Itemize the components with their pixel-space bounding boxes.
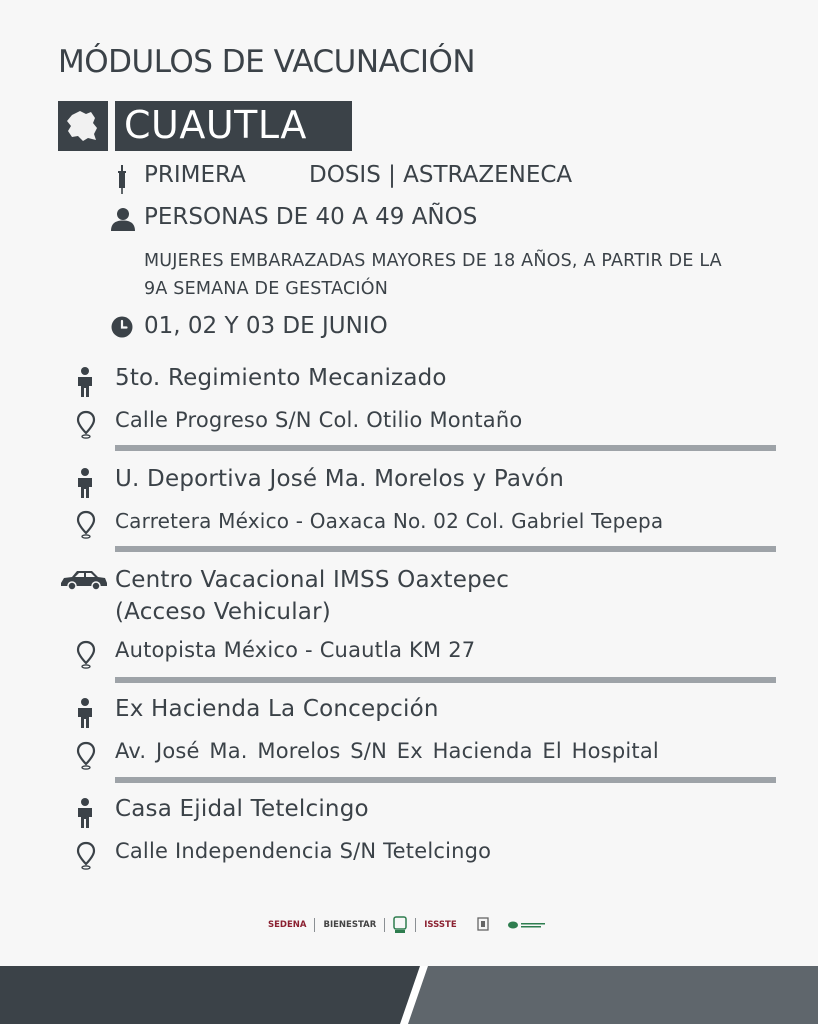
site-address: Av. José Ma. Morelos S/N Ex Hacienda El Hospital — [115, 739, 659, 763]
pregnant-criteria-line2: 9A SEMANA DE GESTACIÓN — [144, 279, 388, 299]
vaccination-dates: 01, 02 Y 03 DE JUNIO — [144, 313, 388, 339]
dose-label-vaccine: DOSIS | ASTRAZENECA — [309, 162, 573, 188]
location-pin-icon — [76, 510, 96, 540]
person-icon — [75, 798, 95, 828]
page-title: MÓDULOS DE VACUNACIÓN — [58, 44, 476, 80]
city-name: CUAUTLA — [124, 103, 307, 147]
site-address: Calle Progreso S/N Col. Otilio Montaño — [115, 408, 523, 432]
leaf-logo-icon — [507, 919, 547, 931]
user-icon — [110, 207, 136, 231]
pregnant-criteria-line1: MUJERES EMBARAZADAS MAYORES DE 18 AÑOS, A PARTIR DE LA — [144, 251, 722, 271]
person-icon — [75, 367, 95, 397]
clock-icon — [111, 316, 133, 338]
site-name: 5to. Regimiento Mecanizado — [115, 365, 447, 391]
shield-logo-icon — [477, 917, 489, 933]
location-pin-icon — [76, 410, 96, 440]
site-address: Carretera México - Oaxaca No. 02 Col. Gabriel Tepepa — [115, 509, 664, 533]
divider — [115, 546, 776, 552]
divider — [115, 677, 776, 683]
imss-logo-icon — [393, 916, 407, 934]
location-pin-icon — [76, 640, 96, 670]
site-name: U. Deportiva José Ma. Morelos y Pavón — [115, 466, 565, 492]
site-name-note: (Acceso Vehicular) — [115, 599, 331, 625]
dose-label-first: PRIMERA — [144, 162, 246, 188]
issste-logo: ISSSTE — [424, 920, 457, 930]
bienestar-logo: BIENESTAR — [323, 920, 377, 930]
site-name: Centro Vacacional IMSS Oaxtepec — [115, 567, 510, 593]
site-name: Ex Hacienda La Concepción — [115, 696, 439, 722]
divider — [115, 777, 776, 783]
logo-separator — [415, 918, 416, 932]
divider — [115, 445, 776, 451]
footer-band — [0, 966, 818, 1024]
location-pin-icon — [76, 741, 96, 771]
age-group: PERSONAS DE 40 A 49 AÑOS — [144, 204, 478, 230]
institution-logos — [268, 910, 547, 940]
car-icon — [59, 569, 109, 591]
location-pin-icon — [76, 841, 96, 871]
site-name: Casa Ejidal Tetelcingo — [115, 796, 369, 822]
site-address: Autopista México - Cuautla KM 27 — [115, 638, 476, 662]
person-icon — [75, 698, 95, 728]
syringe-icon — [115, 165, 129, 195]
sedena-logo: SEDENA — [268, 920, 307, 930]
map-icon — [58, 101, 108, 151]
site-address: Calle Independencia S/N Tetelcingo — [115, 839, 492, 863]
person-icon — [75, 468, 95, 498]
state-map-badge — [58, 101, 108, 151]
logo-separator — [314, 918, 315, 932]
logo-separator — [384, 918, 385, 932]
